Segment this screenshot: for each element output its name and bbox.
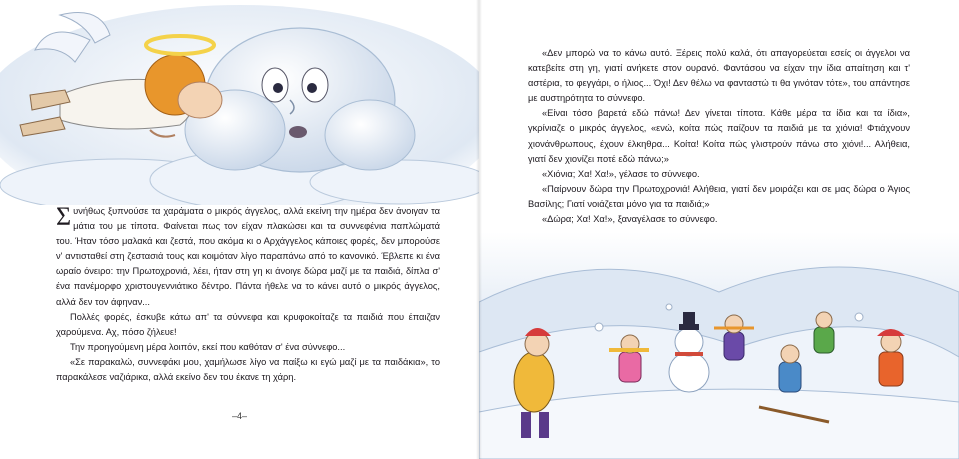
paragraph-3: Την προηγούμενη μέρα λοιπόν, εκεί που καθόταν σ' ένα σύννεφο... <box>70 341 346 352</box>
paragraph-1: Συνήθως ξυπνούσε τα χαράματα ο μικρός άγγελος, αλλά εκείνη την ημέρα δεν άνοιγαν τα μάτια του με τίποτα. Φαίνεται πως τον είχαν πλακώσει και τα συννεφένια παπλώματά του. Ήταν τόσο μαλακά και ζεστά, που ακόμα κι ο Αρχάγγελος κάποιες φορές, δεν μπορούσε ν' αντισταθεί στη ζεστασιά τους και κοιμόταν λίγο παραπάνω από το κανονικό. Έβλεπε κι ένα ωραίο όνειρο: την Πρωτοχρονιά, λέει, ήταν στη γη κι άνοιγε δώρα μαζί με τα παιδιά, δίπλα σ' ένα πανέμορφο χριστουγεννιάτικο δέντρο. Πάντα ήθελε να το κάνει αυτό ο μικρός άγγελος, αλλά δεν τον άφηναν... <box>56 202 440 307</box>
child-green <box>814 312 834 353</box>
paragraph-8: «Παίρνουν δώρα την Πρωτοχρονιά! Αλήθεια, γιατί δεν μοιράζει και σε μας δώρα ο Άγιος Βασίλης; Γιατί νοιάζεται μόνο για τα παιδιά;» <box>528 183 910 209</box>
paragraph-6: «Είναι τόσο βαρετά εδώ πάνω! Δεν γίνεται τίποτα. Κάθε μέρα τα ίδια και τα ίδια», γκρίνιαζε ο μικρός άγγελος, «ενώ, κοίτα πώς παίζουν τα παιδιά με τα χιόνια! Φτιάχνουν χιονάνθρωπους, έχουν έλκηθρα... Κοίτα! Κοίτα πώς γλιστρούν πάνω στο χιόνι!... Αλήθεια, γιατί δεν χιονίζει ποτέ εδώ πάνω;» <box>528 108 910 164</box>
angel-cloud-illustration <box>0 0 479 205</box>
drop-cap: Σ <box>56 202 72 231</box>
paragraph-5: «Δεν μπορώ να το κάνω αυτό. Ξέρεις πολύ καλά, ότι απαγορεύεται εσείς οι άγγελοι να κατεβείτε στη γη, γιατί ανήκετε στον ουρανό. Φαντάσου να είχαν την ίδια απαίτηση και τ' αστέρια, το φεγγάρι, ο ήλιος... Όχι! Δεν θέλω να φανταστώ τι θα γινόταν τότε», του απάντησε με αυστηρότητα το σύννεφο. <box>528 48 910 104</box>
page-number: –4– <box>231 411 248 421</box>
left-story-text <box>56 204 440 385</box>
paragraph-4: «Σε παρακαλώ, συννεφάκι μου, χαμήλωσε λίγο να παίξω κι εγώ μαζί με τα παιδάκια», το παρακάλεσε ναζιάρικα, αλλά εκείνο δεν του έκανε τη χάρη. <box>56 356 440 383</box>
paragraph-9: «Δώρα; Χα! Χα!», ξαναγέλασε το σύννεφο. <box>542 214 718 225</box>
right-story-text <box>528 46 910 227</box>
paragraph-2: Πολλές φορές, έσκυβε κάτω απ' τα σύννεφα και κρυφοκοίταζε τα παιδιά που έπαιζαν χαρούμενα. Αχ, πόσο ζήλευε! <box>56 311 440 337</box>
paragraph-7: «Χιόνια; Χα! Χα!», γέλασε το σύννεφο. <box>542 168 700 179</box>
left-page <box>0 0 479 459</box>
book-spine <box>476 0 482 459</box>
snow-play-illustration <box>479 232 959 459</box>
